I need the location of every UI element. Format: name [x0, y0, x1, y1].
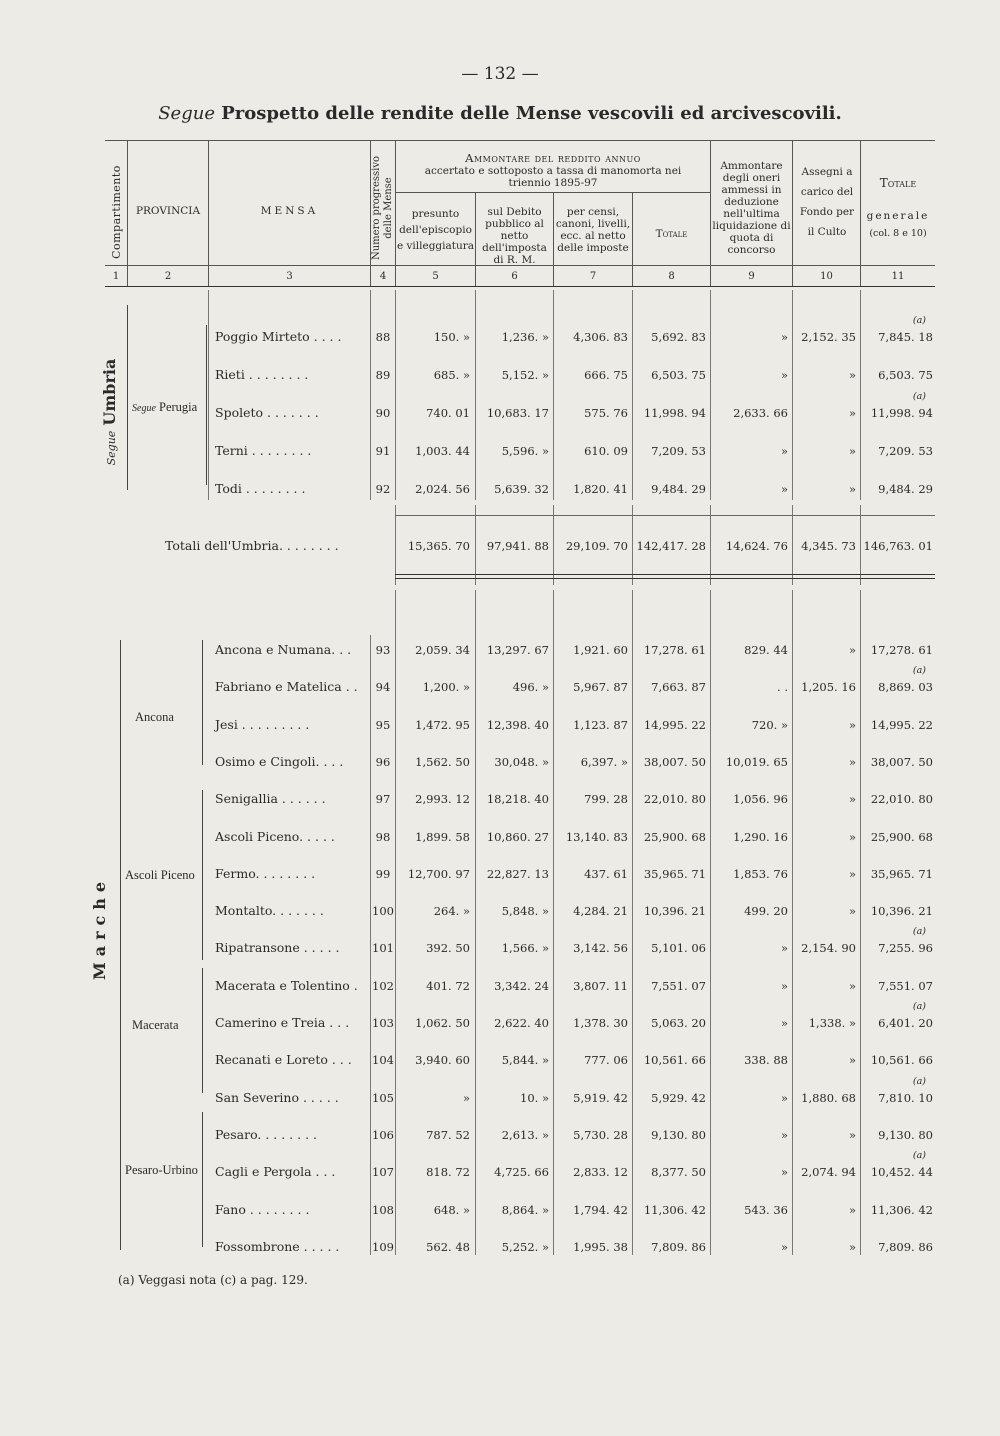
- cell-c7: 5,919. 42: [573, 1090, 628, 1105]
- cell-c9: 338. 88: [744, 1053, 788, 1068]
- cell-c7: 1,820. 41: [573, 482, 628, 496]
- cell-c7: 4,284. 21: [573, 904, 628, 919]
- cell-c10: »: [848, 754, 856, 769]
- mensa-number: 105: [372, 1090, 394, 1105]
- cell-c6: 4,725. 66: [494, 1165, 549, 1180]
- cell-c5: 2,059. 34: [415, 643, 470, 657]
- mensa-number: 89: [375, 368, 391, 382]
- table-top-rule: [105, 140, 935, 141]
- cell-c11: 6,401. 20: [878, 1016, 933, 1030]
- colnum-2: 2: [164, 271, 172, 282]
- cell-c9: »: [780, 1127, 788, 1142]
- cell-c8: 17,278. 61: [643, 643, 706, 657]
- cell-c5: 2,024. 56: [415, 482, 470, 496]
- mensa-number: 88: [375, 330, 391, 344]
- mensa-name: Ascoli Piceno. . . . .: [215, 828, 335, 844]
- cell-c7: 666. 75: [584, 368, 628, 382]
- header-ammontare-title: Ammontare del reddito annuo: [465, 151, 641, 165]
- cell-c10: 2,152. 35: [801, 330, 856, 344]
- note-marker: (a): [912, 1075, 926, 1087]
- cell-c6: 1,236. »: [501, 330, 549, 344]
- provincia-perugia: Segue Perugia: [132, 400, 198, 414]
- header-numero: Numero progressivo delle Mense: [371, 156, 394, 261]
- cell-c8: 10,396. 21: [643, 904, 706, 919]
- cell-c5: »: [462, 1090, 470, 1105]
- cell-c5: 818. 72: [426, 1165, 470, 1180]
- colnum-bottom-rule: [105, 286, 935, 287]
- cell-c11: 10,396. 21: [870, 904, 933, 919]
- cell-c10: »: [848, 643, 856, 657]
- cell-c5: 150. »: [433, 330, 470, 344]
- cell-c11: 25,900. 68: [870, 829, 933, 844]
- cell-c9: 720. »: [751, 717, 788, 732]
- colnum-10: 10: [820, 271, 833, 282]
- cell-c11: 9,130. 80: [878, 1127, 933, 1142]
- cell-c8: 5,101. 06: [651, 941, 706, 956]
- cell-c8: 6,503. 75: [651, 368, 706, 382]
- cell-c5: 392. 50: [426, 941, 470, 956]
- cell-c7: 3,807. 11: [573, 978, 628, 993]
- header-mensa: MENSA: [260, 205, 319, 217]
- mensa-number: 90: [375, 406, 391, 420]
- body-rule-6a: [553, 290, 554, 500]
- body-rule-5a: [475, 290, 476, 500]
- cell-c7: 13,140. 83: [565, 829, 628, 844]
- cell-c6: 5,152. »: [501, 368, 549, 382]
- cell-c8: 5,063. 20: [651, 1016, 706, 1030]
- cell-c11: 17,278. 61: [870, 643, 933, 657]
- cell-c11: 14,995. 22: [870, 717, 933, 732]
- col-rule-9: [792, 140, 793, 286]
- mensa-number: 106: [372, 1127, 394, 1142]
- body-rule-7a: [632, 290, 633, 500]
- mensa-name: Todi . . . . . . . .: [215, 481, 306, 496]
- compartimento-marche: Marche: [90, 875, 109, 980]
- provincia-macerata: Macerata: [132, 1018, 179, 1032]
- cell-c7: 1,794. 42: [573, 1202, 628, 1217]
- cell-c5: 1,899. 58: [415, 829, 470, 844]
- macerata-brace: [202, 968, 203, 1093]
- cell-c7: 5,967. 87: [573, 680, 628, 695]
- cell-c5: 787. 52: [426, 1127, 470, 1142]
- body-rule-4a: [395, 290, 396, 500]
- note-marker: (a): [912, 1150, 926, 1162]
- cell-c5: 3,940. 60: [415, 1053, 470, 1068]
- cell-c11: 7,809. 86: [878, 1239, 933, 1254]
- mensa-number: 99: [375, 866, 391, 881]
- cell-c9: 1,290. 16: [733, 829, 788, 844]
- mensa-number: 94: [375, 680, 391, 695]
- cell-c8: 9,484. 29: [651, 482, 706, 496]
- cell-c10: »: [848, 368, 856, 382]
- cell-c10: 2,074. 94: [801, 1165, 856, 1180]
- colnum-1: 1: [112, 271, 120, 282]
- header-ammontare-sub: accertato e sottoposto a tassa di manomorta nei triennio 1895-97: [424, 165, 682, 189]
- colnum-11: 11: [891, 271, 905, 282]
- perugia-brace: [206, 325, 207, 485]
- cell-c8: 10,561. 66: [643, 1053, 706, 1068]
- header-col-ref: (col. 8 e 10): [869, 228, 927, 239]
- mensa-name: Osimo e Cingoli. . . .: [215, 753, 344, 769]
- provincia-ancona: Ancona: [135, 710, 174, 724]
- cell-c10: »: [848, 978, 856, 993]
- cell-c8: 35,965. 71: [643, 866, 706, 881]
- cell-c11: 7,845. 18: [878, 330, 933, 344]
- totali-c9: 14,624. 76: [725, 539, 788, 553]
- header-provincia: PROVINCIA: [135, 205, 201, 217]
- colnum-6: 6: [511, 271, 518, 282]
- cell-c6: 5,844. »: [501, 1053, 549, 1068]
- cell-c8: 25,900. 68: [643, 829, 706, 844]
- colnum-9: 9: [748, 271, 755, 282]
- cell-c9: »: [780, 1090, 788, 1105]
- totals-double-rule-b: [395, 578, 935, 579]
- cell-c9: »: [780, 1165, 788, 1180]
- cell-c7: 1,921. 60: [573, 643, 628, 657]
- cell-c5: 1,200. »: [422, 680, 470, 695]
- cell-c11: 6,503. 75: [878, 368, 933, 382]
- cell-c10: »: [848, 406, 856, 420]
- cell-c6: 2,622. 40: [494, 1016, 549, 1030]
- cell-c9: 499. 20: [744, 904, 788, 919]
- body-rule-8a: [710, 290, 711, 500]
- provincia-ascoli: Ascoli Piceno: [125, 868, 195, 882]
- mensa-number: 93: [375, 643, 391, 657]
- page-title: [0, 103, 1000, 124]
- cell-c10: »: [848, 904, 856, 919]
- cell-c10: »: [848, 866, 856, 881]
- mensa-name: Camerino e Treia . . .: [215, 1015, 350, 1030]
- umbria-compartimento-brace: [127, 305, 128, 490]
- note-marker: (a): [912, 665, 926, 677]
- cell-c11: 10,452. 44: [870, 1165, 933, 1180]
- totali-c8: 142,417. 28: [636, 539, 706, 553]
- cell-c7: 575. 76: [584, 406, 628, 420]
- mensa-number: 101: [372, 941, 394, 956]
- cell-c6: 12,398. 40: [486, 717, 549, 732]
- cell-c9: 2,633. 66: [733, 406, 788, 420]
- totali-c5: 15,365. 70: [407, 539, 470, 553]
- cell-c9: »: [780, 368, 788, 382]
- mensa-name: Terni . . . . . . . .: [215, 443, 312, 458]
- mensa-name: Fossombrone . . . . .: [215, 1238, 340, 1254]
- cell-c10: 1,338. »: [808, 1016, 856, 1030]
- mensa-name: Fabriano e Matelica . .: [215, 679, 358, 695]
- pesaro-brace: [202, 1112, 203, 1247]
- compartimento-umbria: Segue Umbria: [100, 358, 119, 466]
- cell-c6: 22,827. 13: [486, 866, 549, 881]
- cell-c10: »: [848, 1239, 856, 1254]
- cell-c11: 7,209. 53: [878, 444, 933, 458]
- mensa-name: Poggio Mirteto . . . .: [215, 329, 342, 344]
- mensa-name: Jesi . . . . . . . . .: [215, 716, 310, 732]
- note-marker: (a): [912, 315, 926, 326]
- cell-c9: 1,056. 96: [733, 792, 788, 807]
- cell-c5: 1,472. 95: [415, 717, 470, 732]
- cell-c11: 11,998. 94: [870, 406, 933, 420]
- mensa-number: 107: [372, 1165, 394, 1180]
- cell-c7: 4,306. 83: [573, 330, 628, 344]
- cell-c6: 10. »: [520, 1090, 549, 1105]
- note-marker: (a): [912, 1001, 926, 1012]
- cell-c5: 740. 01: [426, 406, 470, 420]
- cell-c10: »: [848, 1127, 856, 1142]
- header-generale: generale: [866, 210, 930, 222]
- cell-c9: 10,019. 65: [725, 754, 788, 769]
- note-marker: (a): [912, 391, 926, 402]
- cell-c6: 18,218. 40: [486, 792, 549, 807]
- cell-c7: 610. 09: [584, 444, 628, 458]
- mensa-name: Pesaro. . . . . . . .: [215, 1126, 317, 1142]
- cell-c7: 1,123. 87: [573, 717, 628, 732]
- cell-c10: »: [848, 1053, 856, 1068]
- cell-c7: 6,397. »: [580, 754, 628, 769]
- cell-c6: 10,860. 27: [486, 829, 549, 844]
- mensa-number: 92: [375, 482, 391, 496]
- provincia-pesaro: Pesaro-Urbino: [125, 1163, 198, 1177]
- cell-c11: 8,869. 03: [878, 680, 933, 695]
- cell-c6: 3,342. 24: [494, 978, 549, 993]
- mensa-name: Fano . . . . . . . .: [215, 1201, 310, 1217]
- cell-c6: 8,864. »: [501, 1202, 549, 1217]
- cell-c6: 13,297. 67: [486, 643, 549, 657]
- colnum-3: 3: [286, 271, 293, 282]
- cell-c6: 5,596. »: [501, 444, 549, 458]
- mensa-name: Cagli e Pergola . . .: [215, 1164, 336, 1180]
- page-number: — 132 —: [461, 64, 539, 84]
- cell-c5: 1,003. 44: [415, 444, 470, 458]
- colnum-5: 5: [432, 271, 439, 282]
- cell-c10: 2,154. 90: [801, 941, 856, 956]
- header-censi: per censi, canoni, livelli, ecc. al netto delle imposte: [555, 206, 631, 254]
- mensa-number: 100: [372, 904, 394, 919]
- cell-c6: 5,848. »: [501, 904, 549, 919]
- cell-c11: 38,007. 50: [870, 754, 933, 769]
- cell-c8: 7,663. 87: [651, 680, 706, 695]
- cell-c9: »: [780, 1239, 788, 1254]
- mensa-number: 104: [372, 1053, 394, 1068]
- cell-c9: »: [780, 330, 788, 344]
- cell-c8: 5,929. 42: [651, 1090, 706, 1105]
- cell-c8: 11,998. 94: [643, 406, 706, 420]
- header-assegni: Assegni a carico del Fondo per il Culto: [799, 166, 855, 238]
- colnum-8: 8: [668, 271, 675, 282]
- mensa-number: 91: [375, 444, 391, 458]
- cell-c5: 264. »: [433, 904, 470, 919]
- cell-c8: 7,809. 86: [651, 1239, 706, 1254]
- cell-c6: 30,048. »: [494, 754, 549, 769]
- cell-c7: 5,730. 28: [573, 1127, 628, 1142]
- mensa-name: Ancona e Numana. . .: [215, 642, 352, 657]
- mensa-number: 97: [375, 792, 391, 807]
- mensa-name: Rieti . . . . . . . .: [215, 367, 309, 382]
- mensa-number: 98: [375, 829, 391, 844]
- cell-c9: »: [780, 941, 788, 956]
- cell-c7: 1,995. 38: [573, 1239, 628, 1254]
- cell-c8: 38,007. 50: [643, 754, 706, 769]
- totali-c7: 29,109. 70: [565, 539, 628, 553]
- cell-c6: 2,613. »: [501, 1127, 549, 1142]
- cell-c9: 543. 36: [744, 1202, 788, 1217]
- cell-c8: 5,692. 83: [651, 330, 706, 344]
- totals-double-rule-a: [395, 574, 935, 575]
- cell-c5: 1,062. 50: [415, 1016, 470, 1030]
- cell-c10: »: [848, 829, 856, 844]
- mensa-name: Recanati e Loreto . . .: [215, 1052, 352, 1068]
- cell-c8: 11,306. 42: [643, 1202, 706, 1217]
- cell-c5: 1,562. 50: [415, 754, 470, 769]
- mensa-name: Montalto. . . . . . .: [215, 903, 324, 919]
- mensa-number: 102: [372, 978, 394, 993]
- cell-c10: 1,205. 16: [801, 680, 856, 695]
- cell-c9: 1,853. 76: [733, 866, 788, 881]
- mensa-number: 103: [372, 1016, 394, 1030]
- cell-c11: 10,561. 66: [870, 1053, 933, 1068]
- mensa-name: Spoleto . . . . . . .: [215, 405, 319, 420]
- header-debito: sul Debito pubblico al netto dell'imposta di R. M.: [482, 206, 547, 266]
- cell-c10: »: [848, 1202, 856, 1217]
- cell-c9: »: [780, 978, 788, 993]
- cell-c11: 7,255. 96: [878, 941, 933, 956]
- cell-c7: 2,833. 12: [573, 1165, 628, 1180]
- totali-umbria-label: Totali dell'Umbria. . . . . . . .: [165, 538, 339, 553]
- cell-c10: »: [848, 482, 856, 496]
- cell-c11: 7,810. 10: [878, 1090, 933, 1105]
- body-rule-2a: [208, 290, 209, 500]
- cell-c6: 5,639. 32: [494, 482, 549, 496]
- mensa-number: 96: [375, 754, 391, 769]
- cell-c6: 496. »: [512, 680, 549, 695]
- cell-c7: 777. 06: [584, 1053, 628, 1068]
- header-presunto: presunto dell'episcopio e villeggiatura: [396, 208, 475, 252]
- cell-c8: 14,995. 22: [643, 717, 706, 732]
- cell-c11: 35,965. 71: [870, 866, 933, 881]
- totals-top-rule: [395, 515, 935, 516]
- cell-c6: 10,683. 17: [486, 406, 549, 420]
- cell-c10: »: [848, 717, 856, 732]
- cell-c11: 7,551. 07: [878, 978, 933, 993]
- cell-c6: 1,566. »: [501, 941, 549, 956]
- cell-c7: 799. 28: [584, 792, 628, 807]
- body-rule-9a: [792, 290, 793, 500]
- header-oneri: Ammontare degli oneri ammessi in deduzione nell'ultima liquidazione di quota di concorso: [712, 160, 791, 256]
- totali-c11: 146,763. 01: [863, 539, 933, 553]
- cell-c8: 7,551. 07: [651, 978, 706, 993]
- colnum-7: 7: [589, 271, 597, 282]
- cell-c11: 22,010. 80: [870, 792, 933, 807]
- marche-compartimento-brace: [120, 640, 121, 1250]
- cell-c7: 3,142. 56: [573, 941, 628, 956]
- ascoli-brace: [202, 790, 203, 960]
- totali-c6: 97,941. 88: [486, 539, 549, 553]
- cell-c11: 11,306. 42: [870, 1202, 933, 1217]
- note-marker: (a): [912, 926, 926, 938]
- header-totale: Totale: [655, 228, 688, 240]
- mensa-name: San Severino . . . . .: [215, 1089, 339, 1105]
- cell-c9: »: [780, 482, 788, 496]
- cell-c9: »: [780, 444, 788, 458]
- mensa-number: 109: [372, 1239, 394, 1254]
- cell-c10: »: [848, 792, 856, 807]
- mensa-name: Senigallia . . . . . .: [215, 791, 326, 807]
- title-prefix: Segue: [158, 103, 215, 124]
- cell-c11: 9,484. 29: [878, 482, 933, 496]
- cell-c8: 9,130. 80: [651, 1127, 706, 1142]
- colnum-4: 4: [379, 271, 387, 282]
- mensa-name: Ripatransone . . . . .: [215, 940, 340, 956]
- title-text: Prospetto delle rendite delle Mense vescovili ed arcivescovili.: [221, 103, 842, 124]
- cell-c5: 648. »: [433, 1202, 470, 1217]
- cell-c9: 829. 44: [744, 643, 788, 657]
- cell-c9: »: [780, 1016, 788, 1030]
- mensa-number: 108: [372, 1202, 394, 1217]
- cell-c9: . .: [777, 680, 788, 695]
- cell-c7: 1,378. 30: [573, 1016, 628, 1030]
- cell-c6: 5,252. »: [501, 1239, 549, 1254]
- ancona-brace: [202, 640, 203, 765]
- cell-c5: 685. »: [433, 368, 470, 382]
- header-totale-generale: Totale: [879, 176, 917, 190]
- cell-c5: 12,700. 97: [407, 866, 470, 881]
- mensa-number: 95: [375, 717, 391, 732]
- mensa-name: Macerata e Tolentino .: [215, 977, 358, 993]
- cell-c5: 401. 72: [426, 978, 470, 993]
- cell-c5: 562. 48: [426, 1239, 470, 1254]
- cell-c5: 2,993. 12: [415, 792, 470, 807]
- cell-c7: 437. 61: [584, 866, 628, 881]
- cell-c8: 8,377. 50: [651, 1165, 706, 1180]
- cell-c10: »: [848, 444, 856, 458]
- cell-c8: 22,010. 80: [643, 792, 706, 807]
- footnote: (a) Veggasi nota (c) a pag. 129.: [118, 1273, 308, 1287]
- body-rule-3a: [370, 290, 371, 500]
- cell-c10: 1,880. 68: [801, 1090, 856, 1105]
- mensa-name: Fermo. . . . . . . .: [215, 865, 316, 881]
- totali-c10: 4,345. 73: [801, 539, 856, 553]
- header-compartimento: Compartimento: [110, 165, 123, 259]
- cell-c8: 7,209. 53: [651, 444, 706, 458]
